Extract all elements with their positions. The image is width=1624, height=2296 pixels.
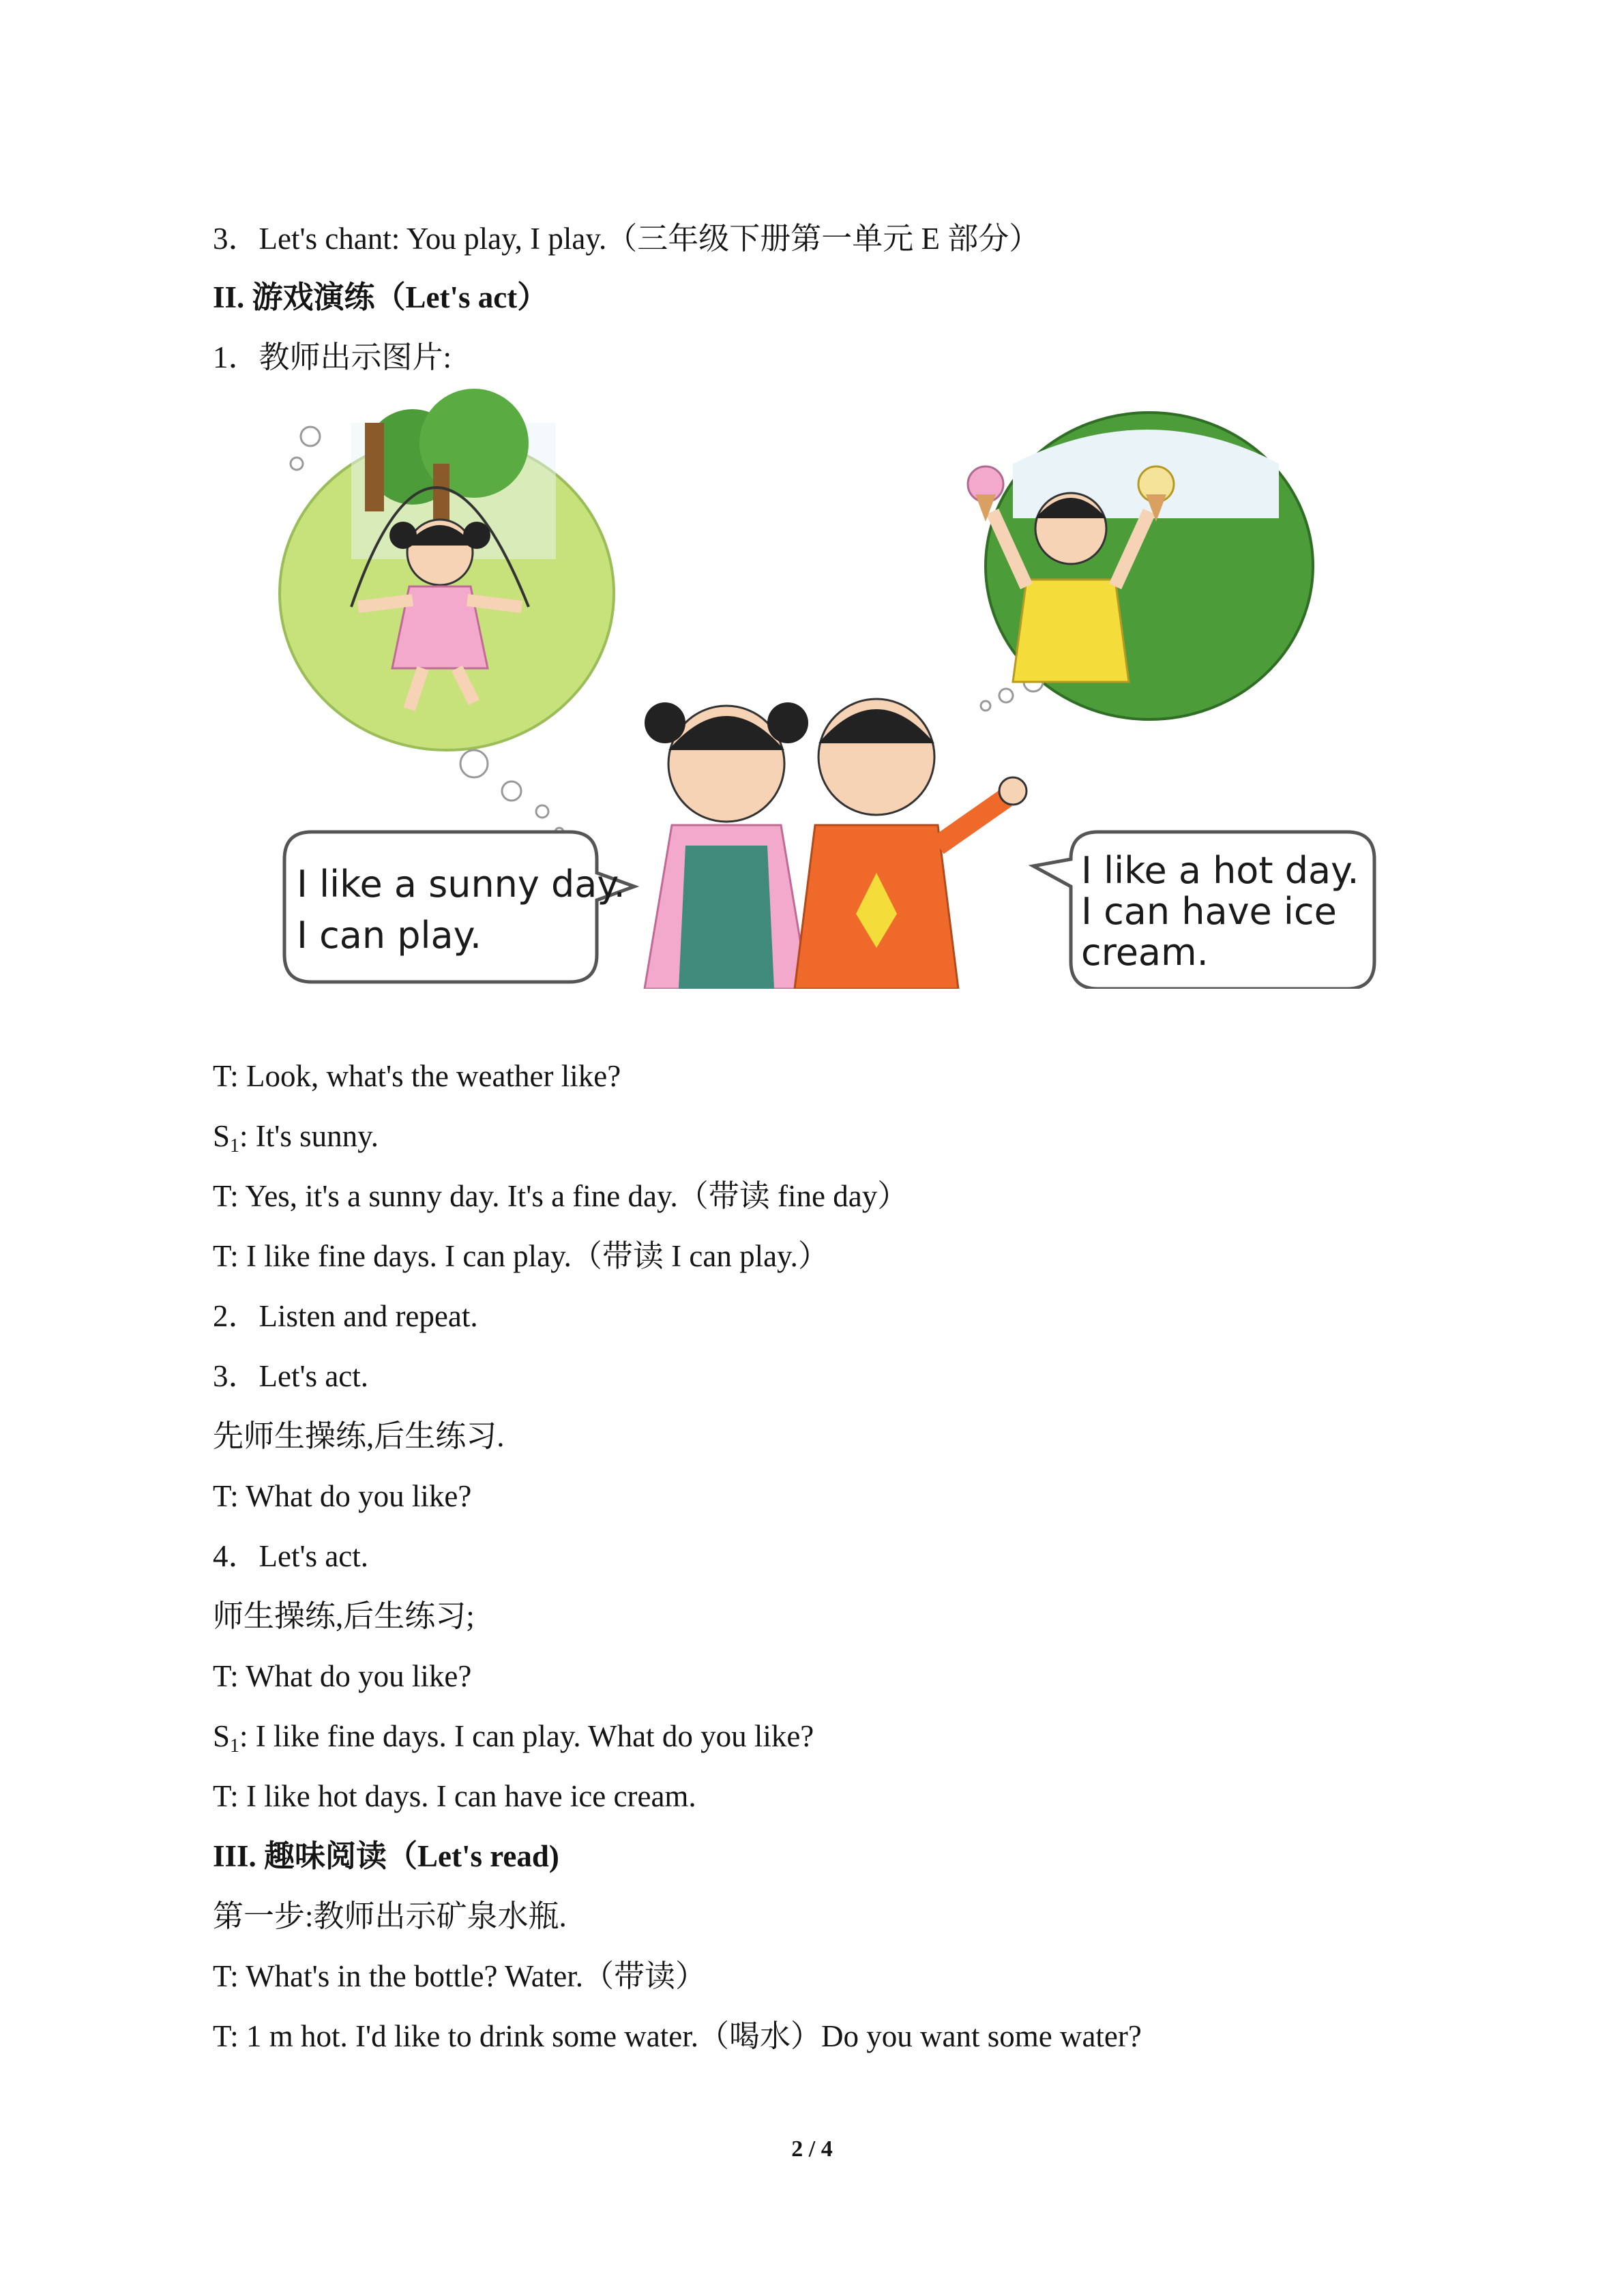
textbook-illustration	[269, 382, 1378, 989]
left-thought-bubble	[280, 389, 614, 836]
text-line-show-picture: 1．教师出示图片:	[213, 340, 452, 374]
right-thought-bubble	[968, 413, 1313, 719]
text-line-what-like-2: T: What do you like?	[213, 1659, 472, 1693]
student-reply: : I like fine days. I can play. What do you like?	[239, 1719, 814, 1753]
speaker-label: S	[213, 1719, 231, 1753]
text-line-practice-2: 师生操练,后生练习;	[213, 1599, 475, 1633]
text-line-fine-day: T: Yes, it's a sunny day. It's a fine day.（带读 fine day）	[213, 1179, 909, 1213]
text-line-lets-act-3: 3．Let's act.	[213, 1359, 369, 1393]
section-heading-lets-read: III. 趣味阅读（Let's read)	[213, 1839, 559, 1873]
left-bubble-line-1: I like a sunny day.	[297, 863, 625, 906]
text-line-student-fine-days	[213, 1717, 814, 1755]
girl-character	[645, 702, 808, 989]
right-bubble-line-2: I can have ice	[1081, 890, 1337, 933]
left-speech-bubble	[284, 832, 634, 982]
text-line-student-sunny	[213, 1117, 379, 1155]
text-line-practice-1: 先师生操练,后生练习.	[213, 1419, 505, 1453]
left-bubble-line-2: I can play.	[297, 914, 482, 957]
text-line-drink-water: T: 1 m hot. I'd like to drink some water.（喝水）Do you want some water?	[213, 2019, 1142, 2053]
student-reply: : It's sunny.	[239, 1119, 379, 1153]
right-speech-bubble	[1033, 832, 1374, 989]
text-line-teacher-weather: T: Look, what's the weather like?	[213, 1059, 621, 1093]
right-bubble-line-1: I like a hot day.	[1081, 849, 1359, 892]
text-line-step-one: 第一步:教师出示矿泉水瓶.	[213, 1899, 567, 1933]
text-line-what-like-1: T: What do you like?	[213, 1479, 472, 1513]
text-line-hot-days: T: I like hot days. I can have ice cream.	[213, 1779, 696, 1813]
right-bubble-line-3: cream.	[1081, 931, 1209, 974]
text-line-can-play: T: I like fine days. I can play.（带读 I can play.）	[213, 1239, 829, 1273]
text-line-bottle: T: What's in the bottle? Water.（带读）	[213, 1959, 706, 1993]
page-number: 2 / 4	[791, 2136, 833, 2162]
text-line-listen-repeat: 2．Listen and repeat.	[213, 1299, 478, 1333]
text-line-lets-act-4: 4．Let's act.	[213, 1539, 369, 1573]
boy-character	[795, 699, 1027, 989]
speaker-subscript: 1	[230, 1135, 240, 1157]
section-heading-lets-act: II. 游戏演练（Let's act）	[213, 280, 548, 314]
speaker-subscript: 1	[230, 1735, 240, 1757]
text-line-chant: 3．Let's chant: You play, I play.（三年级下册第一单元 E 部分）	[213, 222, 1040, 256]
speaker-label: S	[213, 1119, 231, 1153]
